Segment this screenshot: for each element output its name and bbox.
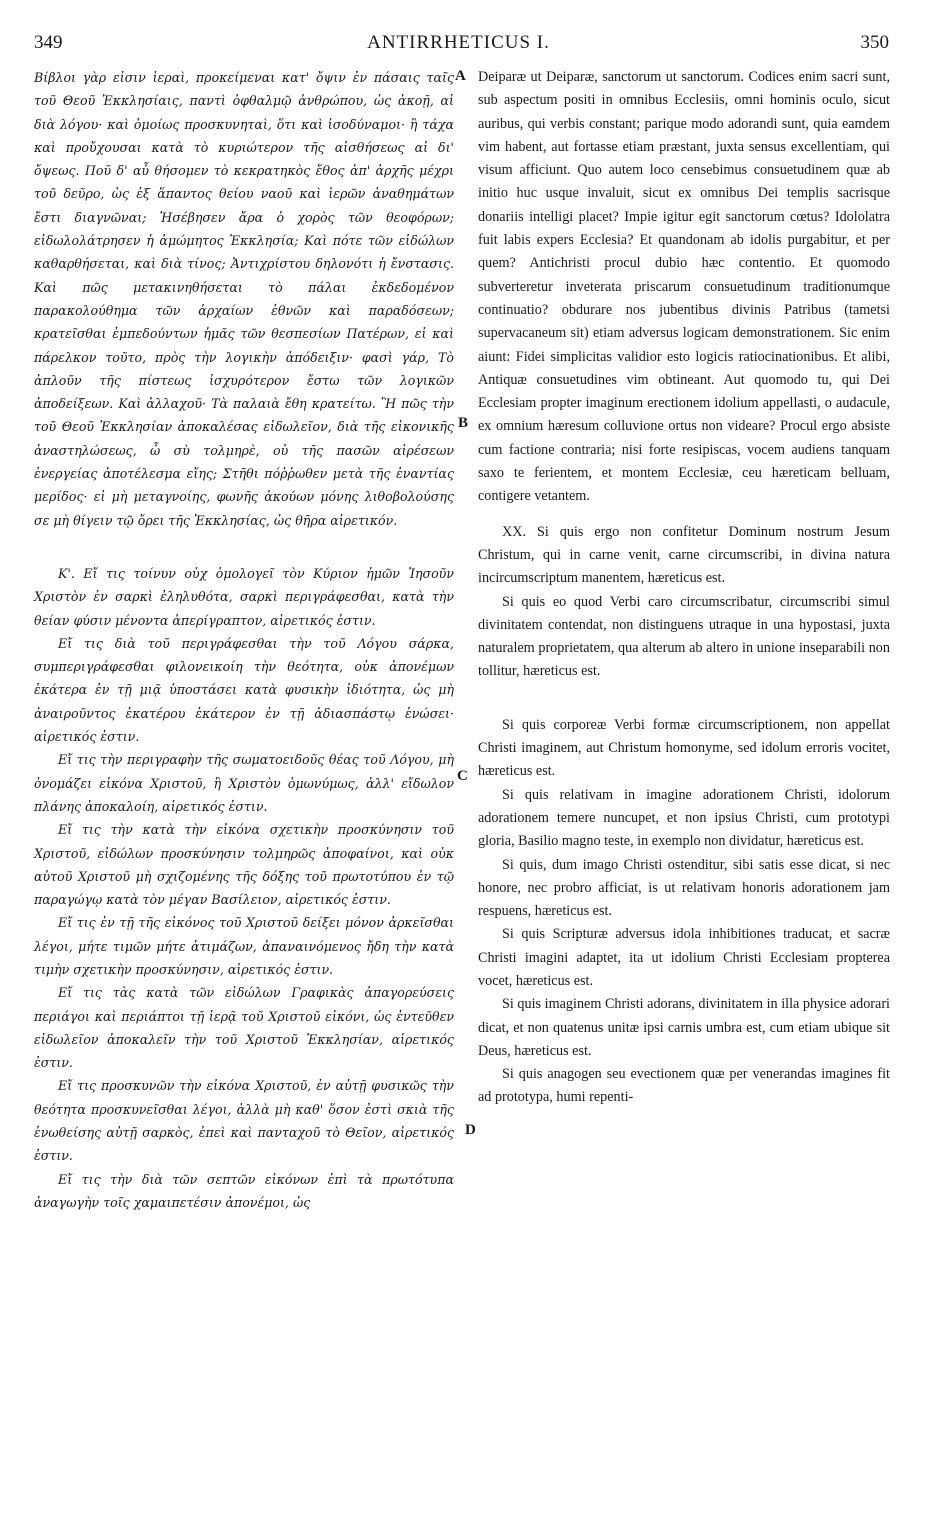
greek-paragraph: Εἴ τις τὴν κατὰ τὴν εἰκόνα σχετικὴν προσκύνησιν τοῦ Χριστοῦ, εἰδώλων προσκύνησιν τολμηρῶς ἀποφαίνοι, καὶ οὐκ αὐτοῦ Χριστοῦ μὴ σχιζομένης τῆς δόξης τοῦ πρωτοτύπου ἐν τῷ παραγώγῳ κατὰ τὸν μέγαν Βασίλειον, αἱρετικός ἐστιν.: [34, 822, 454, 908]
running-title: ANTIRRHETICUS I.: [367, 32, 550, 53]
greek-paragraph: Βίβλοι γὰρ εἰσιν ἱεραὶ, προκείμεναι κατ' ὄψιν ἐν πάσαις ταῖς τοῦ Θεοῦ Ἐκκλησίαις, παντὶ ὀφθαλμῷ ἀνθρώπου, ὡς ἀκοῇ, αἱ διὰ λόγου· καὶ ὁμοίως προσκυνηταὶ, ὅτι καὶ ἰσοδύναμοι· ἢ τάχα καὶ προὔχουσαι κατὰ τὸ κυριώτερον τῆς αἰσθήσεως αἱ δι' ὄψεως. Ποῦ δ' αὖ θήσομεν τὸ κεκρατηκὸς ἔθος ἀπ' ἀρχῆς μέχρι τοῦ δεῦρο, ὡς ἐξ ἅπαντος θείου ναοῦ καὶ ἱερῶν ἀναθημάτων ἔστι διαγνῶναι; Ἠσέβησεν ἄρα ὁ χορὸς τῶν θεοφόρων; εἰδωλολάτρησεν ἡ ἀμώμητος Ἐκκλησία; Καὶ πότε τῶν εἰδώλων καθαρθήσεται, καὶ διὰ τίνος; Ἀντιχρίστου δηλονότι ἡ ἔνστασις. Καὶ πῶς μετακινηθήσεται τὸ πάλαι ἐκδεδομένον παρακολούθημα τῶν ἀρχαίων ἐθνῶν καὶ παραδόσεων; κρατεῖσθαι ἐμπεδούντων ἡμᾶς τῶν θεσπεσίων Πατέρων, εἰ καὶ πάρελκον τοῦτο, πρὸς τὴν λογικὴν ἀπόδειξιν· φασὶ γάρ, Τὸ ἁπλοῦν τῆς πίστεως ἰσχυρότερον ἔστω τῶν λογικῶν ἀποδείξεων. Καὶ ἀλλαχοῦ· Τὰ παλαιὰ ἔθη κρατείτω. Ἢ πῶς τὴν τοῦ Θεοῦ Ἐκκλησίαν ἀποκαλέσας εἰδωλεῖον, διὰ τῆς εἰκονικῆς ἀναστηλώσεως, ὦ σὺ τολμηρὲ, οὐ τῆς πασῶν αἱρέσεων ἐνεργείας ἀποτέλεσμα εἴης; Στῆθι πόῤῥωθεν μετὰ τῆς ἐναντίας μερίδος· εἰ μὴ μεταγνοίης, φωνῆς ἀκούων μόνης λιθοβολούσης σε μὴ θίγειν τῷ ὄρει τῆς Ἐκκλησίας, ὡς θῆρα αἱρετικόν.: [34, 70, 454, 528]
latin-paragraph: Si quis anagogen seu evectionem quæ per venerandas imagines fit ad prototypa, humi repenti-: [478, 1066, 890, 1106]
latin-paragraph: Si quis, dum imago Christi ostenditur, sibi satis esse dicat, si nec honore, nec probro afficiat, is ut relativam honoris adorationem jam respuens, hæreticus est.: [478, 856, 890, 920]
margin-marker-d: D: [465, 1122, 476, 1138]
greek-paragraph: Εἴ τις ἐν τῇ τῆς εἰκόνος τοῦ Χριστοῦ δείξει μόνον ἀρκεῖσθαι λέγοι, μήτε τιμῶν μήτε ἀτιμάζων, ἀπαναινόμενος ἤδη τὴν κατὰ τιμὴν σχετικὴν προσκύνησιν, αἱρετικός ἐστιν.: [34, 915, 454, 977]
margin-marker-c: C: [457, 768, 468, 784]
greek-paragraph: Εἴ τις τὴν διὰ τῶν σεπτῶν εἰκόνων ἐπὶ τὰ πρωτότυπα ἀναγωγὴν τοῖς χαμαιπετέσιν ἀπονέμοι, ὡς: [34, 1171, 454, 1210]
greek-paragraph: Κ'. Εἴ τις τοίνυν οὐχ ὁμολογεῖ τὸν Κύριον ἡμῶν Ἰησοῦν Χριστὸν ἐν σαρκὶ ἐληλυθότα, σαρκὶ περιγράφεσθαι, κατὰ τὴν θείαν φύσιν μένοντα ἀπερίγραπτον, αἱρετικός ἐστιν.: [34, 565, 454, 628]
page-number-right: 350: [860, 32, 889, 53]
latin-paragraph: Si quis Scripturæ adversus idola inhibitiones traducat, et sacræ Christi imagini adaptet, ita ut idolium Christi Ecclesiam propterea vocet, hæreticus est.: [478, 926, 890, 989]
greek-paragraph: Εἴ τις προσκυνῶν τὴν εἰκόνα Χριστοῦ, ἐν αὐτῇ φυσικῶς τὴν θεότητα προσκυνεῖσθαι λέγοι, ἀλλὰ μὴ καθ' ὅσον ἐστὶ σκιὰ τῆς ἑνωθείσης αὐτῇ σαρκὸς, ἐπεὶ καὶ πανταχοῦ τὸ Θεῖον, αἱρετικός ἐστιν.: [34, 1078, 454, 1164]
latin-column: [478, 66, 890, 1530]
running-header: [28, 32, 889, 58]
latin-paragraph: Si quis relativam in imagine adorationem Christi, idolorum adorationem temere nuncupet, et non ipsius Christi, cum prototypi gloria, Basilio magno teste, in exemplo non dividatur, hæreticus est.: [478, 786, 890, 850]
latin-paragraph: Si quis corporeæ Verbi formæ circumscriptionem, non appellat Christi imaginem, aut Christum homonyme, sed idolum erroris vocitet, hæreticus est.: [478, 716, 890, 780]
greek-paragraph: Εἴ τις τὰς κατὰ τῶν εἰδώλων Γραφικὰς ἀπαγορεύσεις περιάγοι καὶ περιάπτοι τῇ ἱερᾷ τοῦ Χριστοῦ εἰκόνι, ὡς ἐντεῦθεν εἰδωλεῖον ἀποκαλεῖν τὴν τοῦ Χριστοῦ Ἐκκλησίαν, αἱρετικός ἐστιν.: [34, 985, 454, 1071]
page-number-left: 349: [34, 32, 63, 53]
latin-paragraph: XX. Si quis ergo non confitetur Dominum nostrum Jesum Christum, qui in carne venit, carne circumscribi, in divina natura incircumscriptum manentem, hæreticus est.: [478, 523, 890, 587]
greek-paragraph: Εἴ τις τὴν περιγραφὴν τῆς σωματοειδοῦς θέας τοῦ Λόγου, μὴ ὀνομάζει εἰκόνα Χριστοῦ, ἢ Χριστὸν ὁμωνύμως, ἀλλ' εἴδωλον πλάνης ἀποκαλοίη, αἱρετικός ἐστιν.: [34, 752, 454, 814]
latin-paragraph: Si quis eo quod Verbi caro circumscribatur, circumscribi simul divinitatem contendat, non distinguens utraque in una hypostasi, juxta naturalem proprietatem, qua alterum ab altero in unione inseparabili non tollitur, hæreticus est.: [478, 593, 890, 680]
margin-marker-a: A: [455, 68, 466, 84]
latin-paragraph: Deiparæ ut Deiparæ, sanctorum ut sanctorum. Codices enim sacri sunt, sub aspectum positi in omnibus Ecclesiis, omni hominis oculo, sicut auribus, qui verbis constant; parique modo adorandi sunt, quia eamdem vim habent, aut fortasse etiam præstant, juxta sensus excellentiam, qui visum afficiunt. Quo autem loco censebimus consuetudinem quæ ab initio huc usque invaluit, sicut ex omnibus Dei templis sacrisque donariis intelligi placet? Impie igitur egit sanctorum cœtus? Idololatra fuit labis expers Ecclesia? Et quandonam ab idolis purgabitur, et per quem? Antichristi procul dubio hæc contentio. Et quomodo subverteretur inveterata priscarum consuetudinum traditionumque continuatio? obdurare nos jubentibus divinis Patribus (tametsi supervacaneum sit) etiam adversus logicam demonstrationem. Sic enim aiunt: Fidei simplicitas validior esto logicis ratiocinationibus. Et alibi, Antiquæ consuetudines vim obtineant. Aut quomodo tu, qui Dei Ecclesiam propter imaginum erectionem idolium appellasti, o audacule, ex omnium hæresum colluvione ortus non videare? Procul ergo absiste cum factione contraria; nisi forte resipiscas, vocem audiens tanquam saxo te ferientem, et montem Ecclesiæ, ceu hæreticam belluam, contigere vetantem.: [478, 69, 890, 505]
greek-column: [34, 66, 454, 1530]
greek-paragraph: Εἴ τις διὰ τοῦ περιγράφεσθαι τὴν τοῦ Λόγου σάρκα, συμπεριγράφεσθαι φιλονεικοίη τὴν θεότητα, οὐκ ἀπονέμων ἑκάτερα ἐν τῇ μιᾷ ὑποστάσει κατὰ φυσικὴν ἰδιότητα, ὡς μὴ ἀναιροῦντος ἑκατέρου ἑκάτερον ἐν τῇ ἀδιασπάστῳ ἑνώσει· αἱρετικός ἐστιν.: [34, 635, 454, 745]
margin-marker-b: B: [458, 415, 469, 431]
latin-paragraph: Si quis imaginem Christi adorans, divinitatem in illa physice adorari dicat, et non quatenus unitæ ipsi carnis umbra est, cum etiam ubique sit Deus, hæreticus est.: [478, 996, 890, 1059]
